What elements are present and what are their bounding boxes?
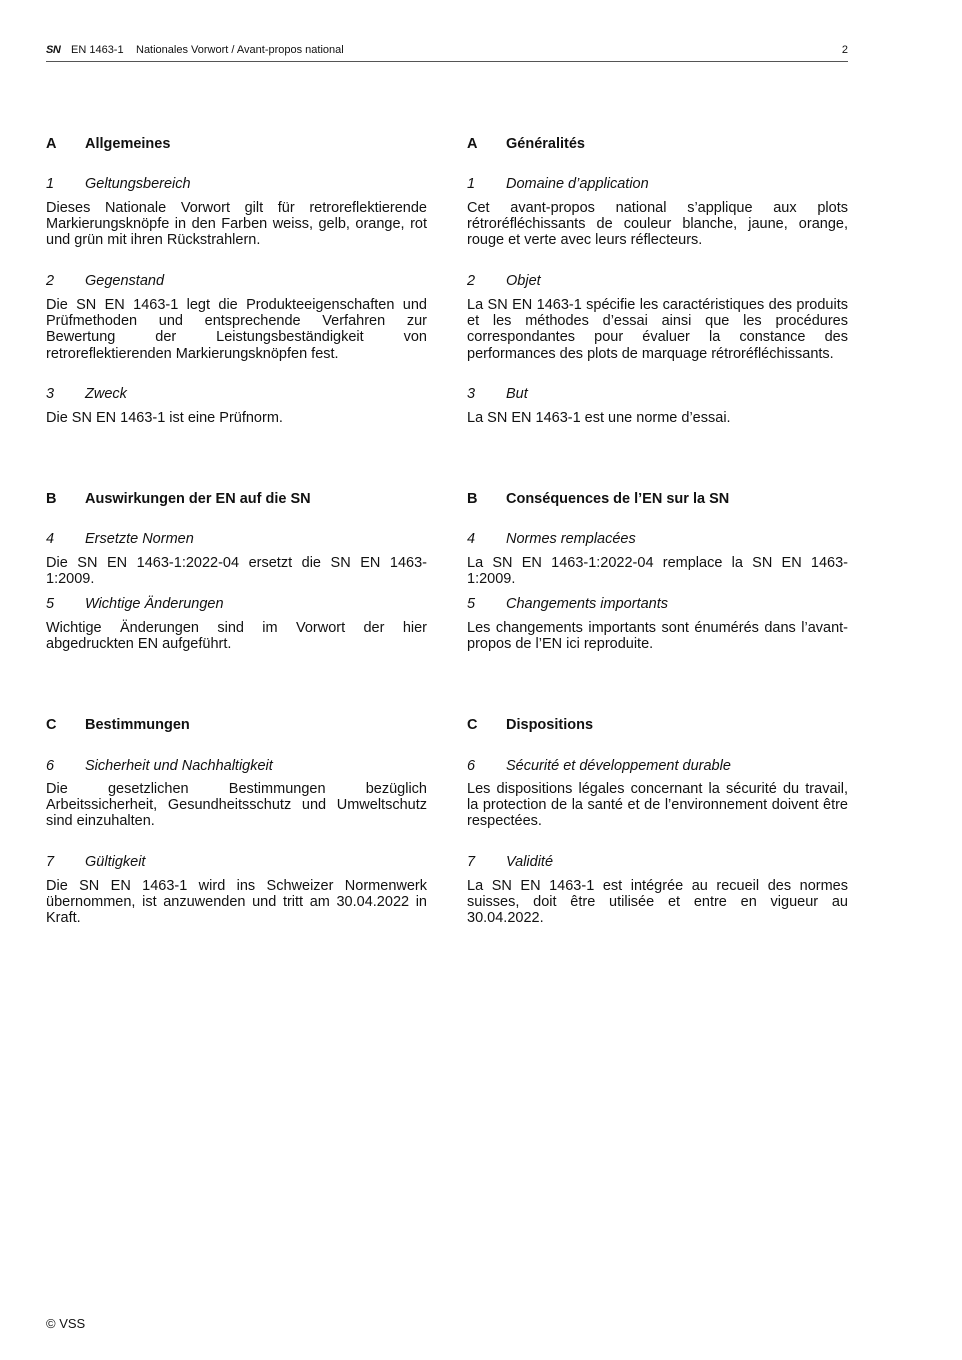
sn-logo: SN xyxy=(46,44,61,56)
clause-2-text: Die SN EN 1463-1 legt die Produkteeigenschaften und Prüfmethoden und entsprechende Verfahren zur Bewertung der Leistungsbeständigkeit von retroreflektierenden Markierungsknöpfen fest. xyxy=(46,297,427,362)
clause-6-text: Die gesetzlichen Bestimmungen bezüglich Arbeitssicherheit, Gesundheitsschutz und Umweltschutz sind einzuhalten. xyxy=(46,781,427,830)
clause-3-text: La SN EN 1463-1 est une norme d’essai. xyxy=(467,410,731,426)
clause-5-text: Les changements importants sont énumérés dans l’avant-propos de l’EN ici reproduite. xyxy=(467,620,848,653)
document-title: Nationales Vorwort / Avant-propos national xyxy=(136,44,344,56)
clause-2-text: La SN EN 1463-1 spécifie les caractéristiques des produits et les méthodes d’essai ainsi que les procédures correspondantes pour évaluer la constance des performances des plots de marquage rétroréfléchissants. xyxy=(467,297,848,362)
clause-1-text: Cet avant-propos national s’applique aux plots rétroréfléchissants de couleur blanche, jaune, orange, rouge et verte avec leurs réflecteurs. xyxy=(467,200,848,249)
document-id: EN 1463-1 xyxy=(71,44,124,56)
clause-4-text: Die SN EN 1463-1:2022-04 ersetzt die SN EN 1463-1:2009. xyxy=(46,555,427,588)
clause-6-text: Les dispositions légales concernant la sécurité du travail, la protection de la santé et de l’environnement doivent être respectées. xyxy=(467,781,848,830)
clause-5-text: Wichtige Änderungen sind im Vorwort der hier abgedruckten EN aufgeführt. xyxy=(46,620,427,653)
clause-7-text: La SN EN 1463-1 est intégrée au recueil des normes suisses, doit être utilisée et entre en vigueur au 30.04.2022. xyxy=(467,878,848,927)
clause-7-text: Die SN EN 1463-1 wird ins Schweizer Normenwerk übernommen, ist anzuwenden und tritt am 30.04.2022 in Kraft. xyxy=(46,878,427,927)
clause-1-text: Dieses Nationale Vorwort gilt für retroreflektierende Markierungsknöpfe in den Farben weiss, gelb, orange, rot und grün mit ihren Rückstrahlern. xyxy=(46,200,427,249)
copyright-footer: © VSS xyxy=(46,1316,86,1331)
clause-4-text: La SN EN 1463-1:2022-04 remplace la SN EN 1463-1:2009. xyxy=(467,555,848,588)
page-header xyxy=(46,43,848,62)
page-number: 2 xyxy=(841,44,848,56)
clause-3-text: Die SN EN 1463-1 ist eine Prüfnorm. xyxy=(46,410,283,426)
